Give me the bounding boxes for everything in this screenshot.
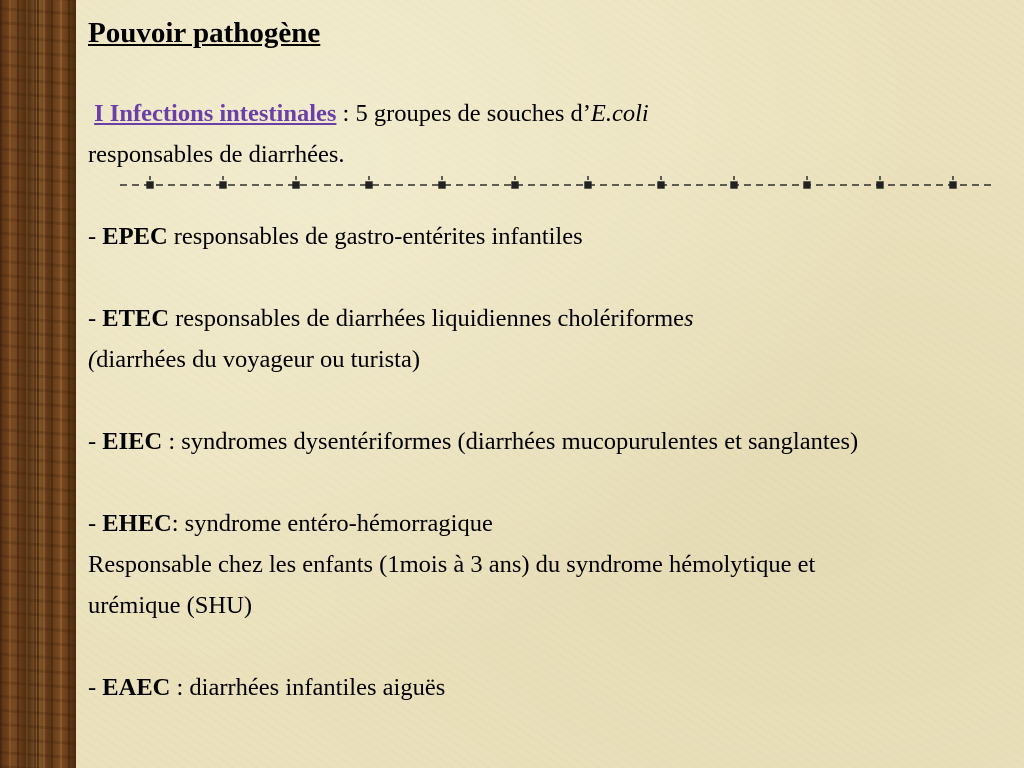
intro-italic: E.coli <box>590 100 649 127</box>
item-text: : diarrhées infantiles aiguës <box>170 674 446 701</box>
item-text-2: Responsable chez les enfants (1mois à 3 ans) du syndrome hémolytique et urémique (SHU) <box>88 551 816 619</box>
item-code: EAEC <box>102 674 171 701</box>
item-text: responsables de gastro-entérites infantiles <box>167 223 583 250</box>
item-text: : syndrome entéro-hémorragique <box>171 510 493 537</box>
item-code: ETEC <box>102 305 170 332</box>
item-ehec: - EHEC: syndrome entéro-hémorragique Responsable chez les enfants (1mois à 3 ans) du syndrome hémolytique et urémique (SHU) <box>88 503 1012 626</box>
item-text: responsables de diarrhées liquidiennes cholériforme <box>169 305 685 332</box>
item-code: EIEC <box>102 428 163 455</box>
item-etec: - ETEC responsables de diarrhées liquidiennes cholériformes (diarrhées du voyageur ou turista) <box>88 305 694 373</box>
wood-border <box>0 0 76 768</box>
item-code: EPEC <box>102 223 168 250</box>
intro-text-2: responsables de diarrhées. <box>88 141 345 168</box>
slide-title: Pouvoir pathogène <box>88 17 321 49</box>
section-heading: I Infections intestinales <box>94 100 337 127</box>
item-eiec: - EIEC : syndromes dysentériformes (diarrhées mucopurulentes et sanglantes) <box>88 428 859 455</box>
item-eaec: - EAEC : diarrhées infantiles aiguës <box>88 674 446 701</box>
item-epec: - EPEC responsables de gastro-entérites infantiles <box>88 223 583 250</box>
item-code: EHEC <box>102 510 172 537</box>
item-text-2: diarrhées du voyageur ou turista) <box>96 346 421 373</box>
intro-text: : 5 groupes de souches d’ <box>336 100 591 127</box>
slide-content <box>88 14 1012 708</box>
item-text: : syndromes dysentériformes (diarrhées mucopurulentes et sanglantes) <box>162 428 859 455</box>
intro-paragraph <box>80 93 1012 175</box>
